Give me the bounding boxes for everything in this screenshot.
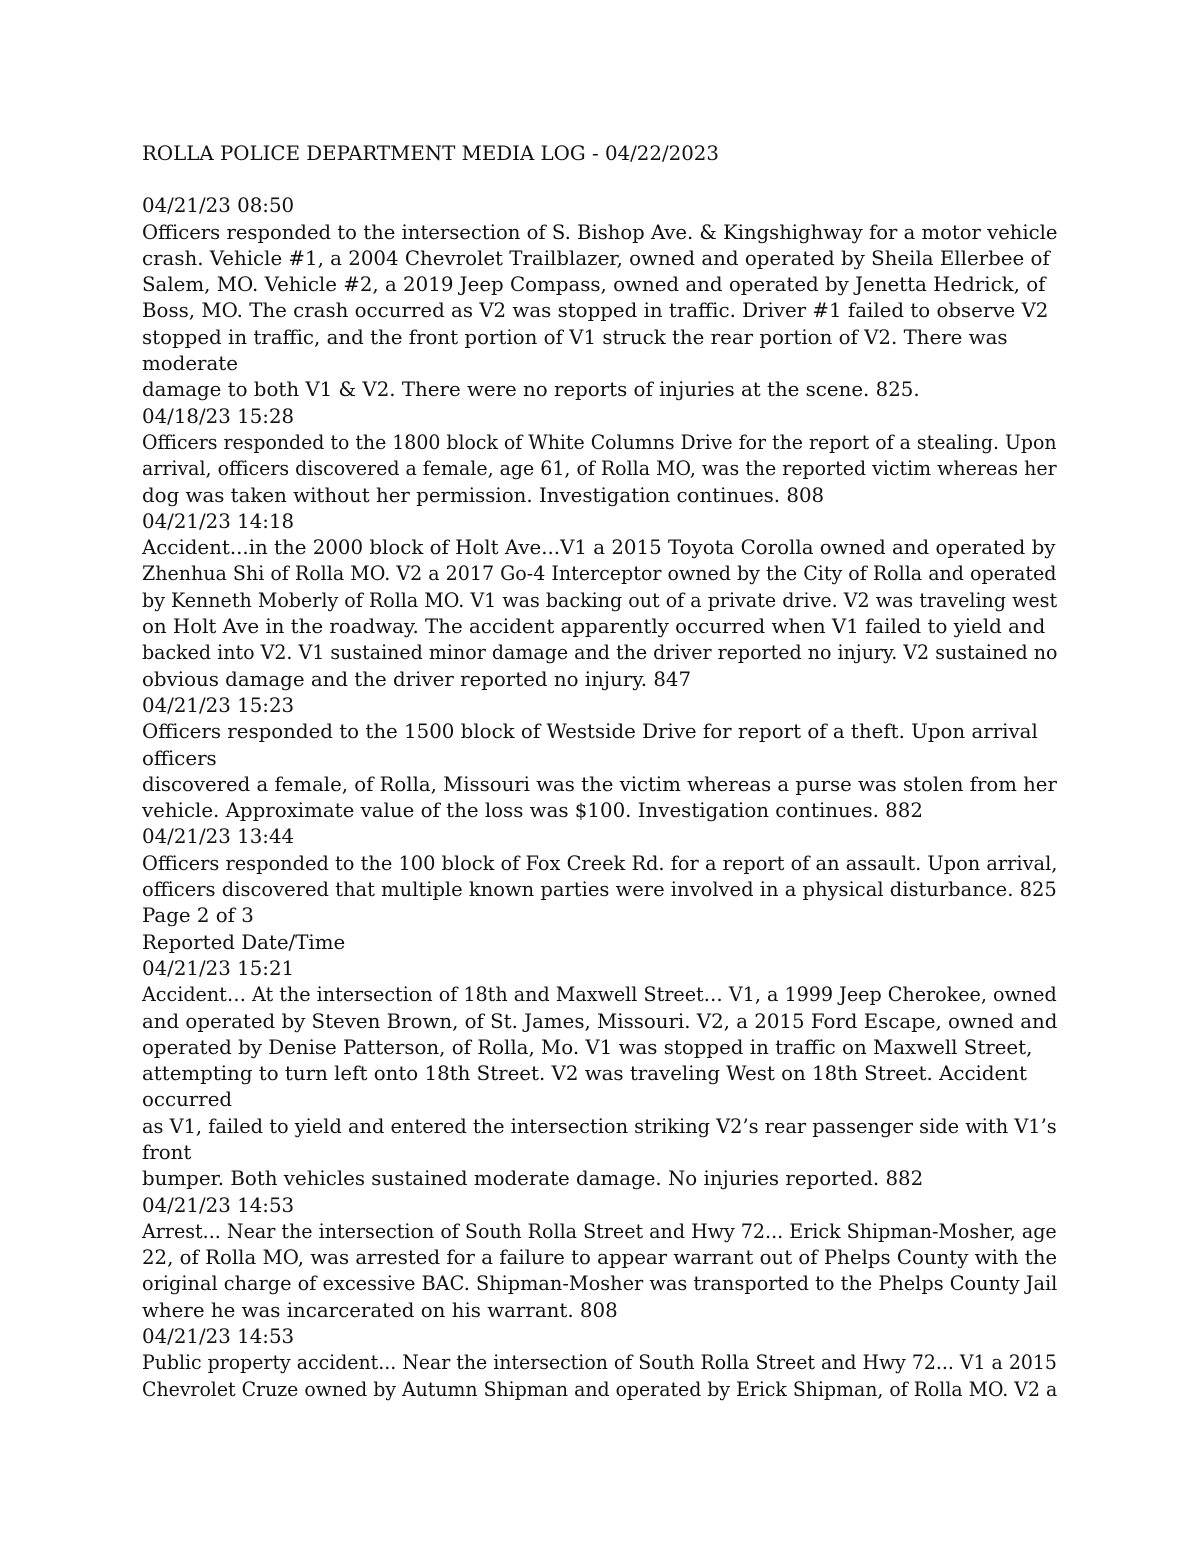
document-title: ROLLA POLICE DEPARTMENT MEDIA LOG - 04/22/2023 <box>142 142 719 165</box>
text-line: 04/21/23 08:50 <box>142 194 295 218</box>
text-line: vehicle. Approximate value of the loss was $100. Investigation continues. 882 <box>142 799 923 823</box>
text-line: dog was taken without her permission. Investigation continues. 808 <box>142 483 825 507</box>
text-line: and operated by Steven Brown, of St. James, Missouri. V2, a 2015 Ford Escape, owned and <box>142 1009 1058 1033</box>
text-line: arrival, officers discovered a female, age 61, of Rolla MO, was the reported victim whereas her <box>142 457 1057 481</box>
text-line: moderate <box>142 352 238 376</box>
text-line: Reported Date/Time <box>142 930 346 954</box>
text-line: attempting to turn left onto 18th Street. V2 was traveling West on 18th Street. Accident <box>142 1062 1027 1086</box>
text-line: Accident...in the 2000 block of Holt Ave...V1 a 2015 Toyota Corolla owned and operated by <box>142 536 1056 560</box>
text-line: front <box>142 1140 192 1164</box>
text-line: Officers responded to the 1800 block of White Columns Drive for the report of a stealing. Upon <box>142 430 1057 454</box>
text-line: stopped in traffic, and the front portion of V1 struck the rear portion of V2. There was <box>142 325 1008 349</box>
text-line: Salem, MO. Vehicle #2, a 2019 Jeep Compass, owned and operated by Jenetta Hedrick, of <box>142 273 1046 297</box>
text-line: Accident… At the intersection of 18th and Maxwell Street… V1, a 1999 Jeep Cherokee, owned <box>142 983 1057 1007</box>
text-line: 04/21/23 14:53 <box>142 1325 295 1349</box>
text-line: bumper. Both vehicles sustained moderate damage. No injuries reported. 882 <box>142 1167 924 1191</box>
text-line: Page 2 of 3 <box>142 904 254 928</box>
text-line: Public property accident... Near the intersection of South Rolla Street and Hwy 72... V1 a 2015 <box>142 1351 1057 1375</box>
text-line: Boss, MO. The crash occurred as V2 was stopped in traffic. Driver #1 failed to observe V2 <box>142 299 1049 323</box>
text-line: Officers responded to the 100 block of Fox Creek Rd. for a report of an assault. Upon arrival, <box>142 851 1058 875</box>
text-line: 04/21/23 14:18 <box>142 509 295 533</box>
text-line: Arrest... Near the intersection of South Rolla Street and Hwy 72... Erick Shipman-Mosher, age <box>142 1219 1057 1243</box>
text-line: Officers responded to the 1500 block of Westside Drive for report of a theft. Upon arrival <box>142 720 1038 744</box>
text-line: 04/21/23 15:23 <box>142 693 295 717</box>
document-lines <box>142 193 1057 1403</box>
text-line: crash. Vehicle #1, a 2004 Chevrolet Trailblazer, owned and operated by Sheila Ellerbee of <box>142 246 1050 270</box>
text-line: where he was incarcerated on his warrant. 808 <box>142 1298 618 1322</box>
text-line: on Holt Ave in the roadway. The accident apparently occurred when V1 failed to yield and <box>142 615 1046 639</box>
text-line: obvious damage and the driver reported no injury. 847 <box>142 667 692 691</box>
text-line: 04/21/23 13:44 <box>142 825 295 849</box>
text-line: as V1, failed to yield and entered the intersection striking V2’s rear passenger side with V1’s <box>142 1114 1057 1138</box>
document-body <box>142 141 1057 1403</box>
text-line: by Kenneth Moberly of Rolla MO. V1 was backing out of a private drive. V2 was traveling west <box>142 588 1058 612</box>
text-line: original charge of excessive BAC. Shipman-Mosher was transported to the Phelps County Jail <box>142 1272 1058 1296</box>
text-line: operated by Denise Patterson, of Rolla, Mo. V1 was stopped in traffic on Maxwell Street, <box>142 1035 1033 1059</box>
text-line: 04/21/23 15:21 <box>142 956 295 980</box>
text-line: occurred <box>142 1088 233 1112</box>
text-line: discovered a female, of Rolla, Missouri was the victim whereas a purse was stolen from her <box>142 772 1057 796</box>
text-line: officers discovered that multiple known parties were involved in a physical disturbance. 825 <box>142 878 1057 902</box>
text-line: officers <box>142 746 217 770</box>
text-line: backed into V2. V1 sustained minor damage and the driver reported no injury. V2 sustained no <box>142 641 1058 665</box>
text-line: 04/18/23 15:28 <box>142 404 295 428</box>
text-line: 04/21/23 14:53 <box>142 1193 295 1217</box>
text-line: damage to both V1 & V2. There were no reports of injuries at the scene. 825. <box>142 378 920 402</box>
text-line: Chevrolet Cruze owned by Autumn Shipman and operated by Erick Shipman, of Rolla MO. V2 a <box>142 1377 1058 1401</box>
text-line: Officers responded to the intersection of S. Bishop Ave. & Kingshighway for a motor vehicle <box>142 220 1058 244</box>
text-line: Zhenhua Shi of Rolla MO. V2 a 2017 Go-4 Interceptor owned by the City of Rolla and operated <box>142 562 1057 586</box>
text-line: 22, of Rolla MO, was arrested for a failure to appear warrant out of Phelps County with the <box>142 1246 1058 1270</box>
